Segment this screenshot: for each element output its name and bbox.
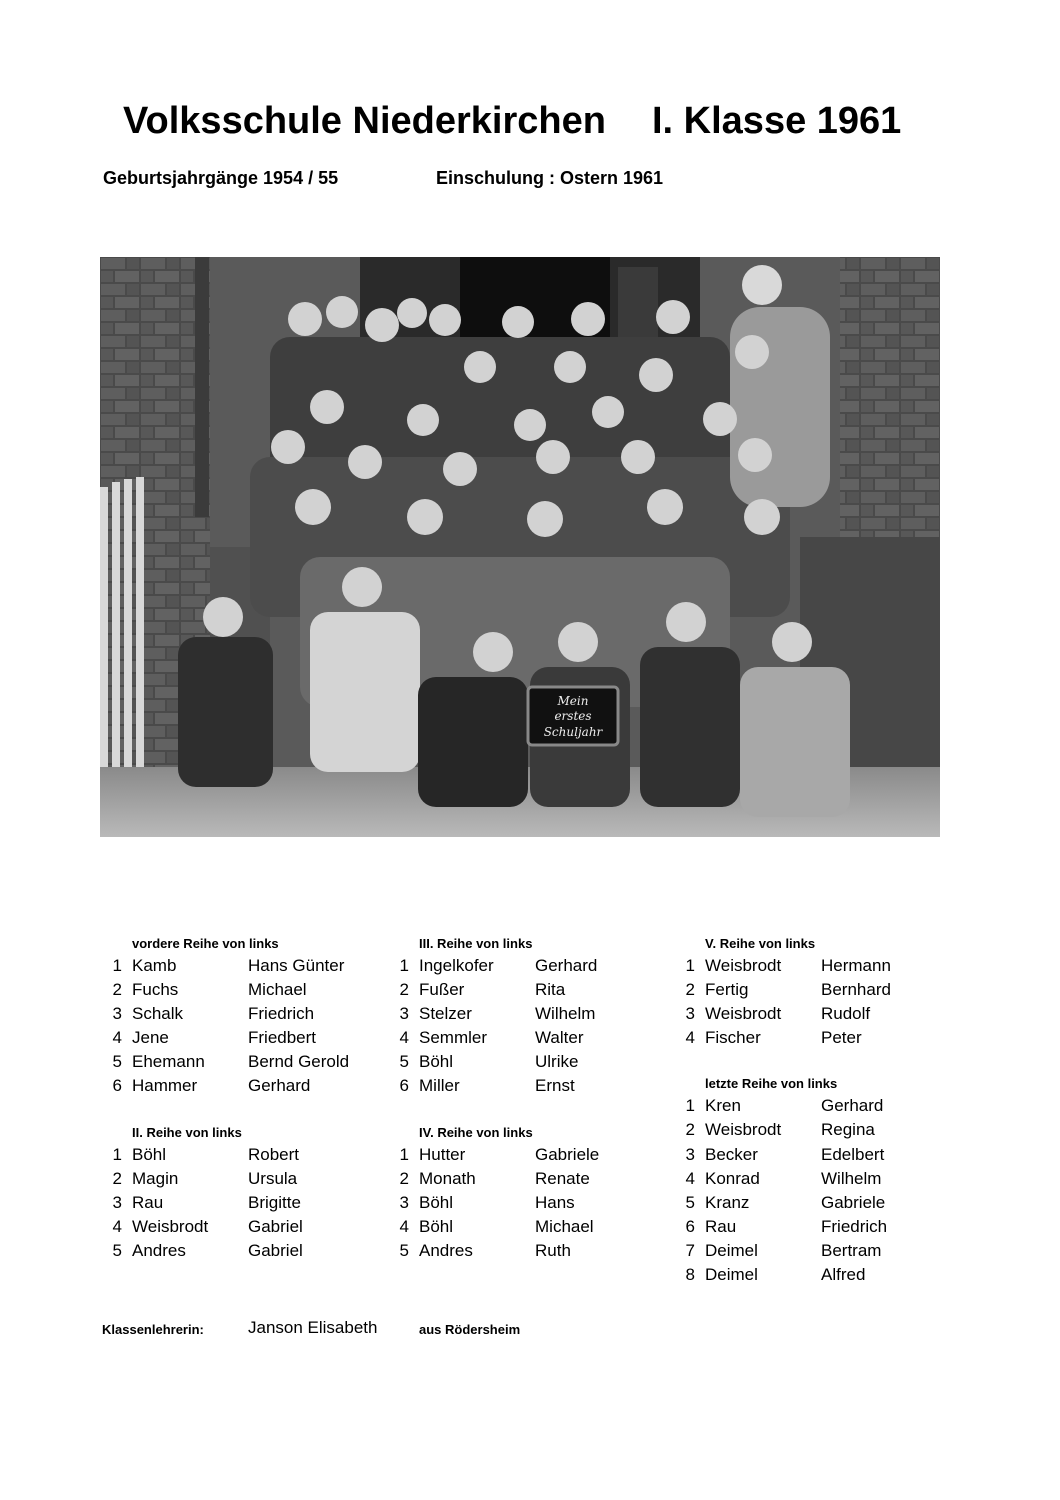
row-group-heading: IV. Reihe von links <box>419 1124 533 1140</box>
last-name: Rau <box>132 1192 164 1212</box>
row-number: 6 <box>112 1076 122 1096</box>
first-name: Gerhard <box>248 1076 311 1096</box>
row-number: 1 <box>399 956 409 975</box>
slate-line-1: Mein <box>557 694 589 708</box>
first-name: Walter <box>535 1028 584 1048</box>
first-name: Bertram <box>821 1240 882 1260</box>
teacher-label: Klassenlehrerin: <box>102 1322 204 1337</box>
school-title: Volksschule Niederkirchen <box>123 100 606 142</box>
first-name: Gerhard <box>821 1096 884 1116</box>
teacher-origin: aus Rödersheim <box>419 1322 521 1337</box>
row-number: 3 <box>399 1004 409 1024</box>
row-number: 8 <box>685 1265 695 1285</box>
name-row <box>100 1167 390 1191</box>
name-row <box>387 1143 677 1167</box>
last-name: Becker <box>705 1144 758 1164</box>
first-name: Hans <box>535 1192 575 1212</box>
slate-line-3: Schuljahr <box>543 725 603 739</box>
first-name: Edelbert <box>821 1144 885 1164</box>
last-name: Fischer <box>705 1028 761 1048</box>
name-row <box>100 1002 390 1026</box>
name-row <box>387 1239 677 1263</box>
name-row <box>387 1002 677 1026</box>
row-number: 4 <box>399 1216 409 1236</box>
first-name: Ruth <box>535 1240 571 1260</box>
row-number: 6 <box>685 1216 695 1236</box>
row-number: 2 <box>685 980 695 1000</box>
row-number: 1 <box>112 1144 122 1164</box>
name-group <box>387 934 677 1099</box>
first-name: Robert <box>248 1144 300 1164</box>
row-number: 3 <box>685 1144 695 1164</box>
row-number: 2 <box>399 1168 409 1188</box>
last-name: Rau <box>705 1216 737 1236</box>
first-name: Renate <box>535 1168 590 1188</box>
first-name: Ulrike <box>535 1052 579 1072</box>
name-row <box>387 978 677 1002</box>
first-name: Brigitte <box>248 1192 301 1212</box>
name-row <box>387 1074 677 1098</box>
birth-years: Geburtsjahrgänge 1954 / 55 <box>103 168 339 188</box>
slate-line-2: erstes <box>554 709 592 723</box>
last-name: Böhl <box>419 1216 454 1236</box>
name-group <box>387 1123 677 1263</box>
last-name: Böhl <box>419 1192 454 1212</box>
row-group-heading: vordere Reihe von links <box>132 936 279 951</box>
last-name: Jene <box>132 1028 169 1048</box>
name-row <box>100 1215 390 1239</box>
row-number: 2 <box>399 980 409 1000</box>
name-row <box>387 1050 677 1074</box>
row-number: 1 <box>399 1144 409 1164</box>
name-row <box>673 1143 963 1167</box>
first-name: Wilhelm <box>821 1168 882 1188</box>
name-row <box>673 1263 963 1287</box>
name-row <box>673 1094 963 1118</box>
class-title: I. Klasse 1961 <box>652 100 902 142</box>
name-row <box>673 1167 963 1191</box>
first-name: Gabriel <box>248 1216 303 1236</box>
row-number: 4 <box>685 1028 695 1048</box>
row-number: 1 <box>685 1096 695 1116</box>
row-group-heading: V. Reihe von links <box>705 936 816 951</box>
name-row <box>100 1026 390 1050</box>
last-name: Semmler <box>419 1028 488 1048</box>
last-name: Andres <box>132 1240 186 1260</box>
name-group <box>100 934 390 1099</box>
last-name: Deimel <box>705 1240 758 1260</box>
row-number: 5 <box>685 1192 695 1212</box>
row-number: 1 <box>112 956 122 975</box>
row-number: 5 <box>112 1052 122 1072</box>
first-name: Alfred <box>821 1265 866 1285</box>
first-name: Bernd Gerold <box>248 1052 350 1072</box>
last-name: Fußer <box>419 980 465 1000</box>
name-row <box>387 1026 677 1050</box>
name-row <box>673 1239 963 1263</box>
name-row <box>387 1167 677 1191</box>
name-row <box>673 954 963 978</box>
name-row <box>100 1239 390 1263</box>
first-name: Rita <box>535 980 566 1000</box>
name-row <box>673 1191 963 1215</box>
name-row <box>673 1002 963 1026</box>
last-name: Ehemann <box>132 1052 205 1072</box>
teacher-name: Janson Elisabeth <box>248 1318 378 1337</box>
name-group <box>100 1123 390 1263</box>
names-column-3 <box>673 934 963 1287</box>
last-name: Weisbrodt <box>705 1004 782 1024</box>
first-name: Rudolf <box>821 1004 871 1024</box>
class-photo <box>100 257 940 837</box>
last-name: Stelzer <box>419 1004 472 1024</box>
last-name: Miller <box>419 1076 460 1096</box>
first-name: Friedbert <box>248 1028 317 1048</box>
row-number: 3 <box>112 1004 122 1024</box>
last-name: Kranz <box>705 1192 750 1212</box>
row-number: 1 <box>685 956 695 975</box>
enrollment-date: Einschulung : Ostern 1961 <box>436 168 664 188</box>
first-name: Friedrich <box>821 1216 888 1236</box>
name-row <box>673 1118 963 1142</box>
first-name: Regina <box>821 1120 875 1140</box>
row-number: 4 <box>112 1216 122 1236</box>
row-number: 2 <box>112 980 122 1000</box>
row-number: 3 <box>112 1192 122 1212</box>
name-row <box>673 1026 963 1050</box>
name-row <box>387 1215 677 1239</box>
first-name: Gabriele <box>821 1192 886 1212</box>
first-name: Bernhard <box>821 980 891 1000</box>
last-name: Deimel <box>705 1265 758 1285</box>
last-name: Kren <box>705 1096 741 1116</box>
last-name: Weisbrodt <box>705 1120 782 1140</box>
row-number: 2 <box>685 1120 695 1140</box>
name-row <box>100 1191 390 1215</box>
row-number: 2 <box>112 1168 122 1188</box>
first-name: Michael <box>535 1216 594 1236</box>
last-name: Böhl <box>132 1144 167 1164</box>
row-number: 4 <box>685 1168 695 1188</box>
row-number: 6 <box>399 1076 409 1096</box>
names-column-2 <box>387 934 677 1263</box>
row-number: 7 <box>685 1240 695 1260</box>
row-number: 5 <box>399 1240 409 1260</box>
name-group <box>673 934 963 1050</box>
name-row <box>100 1143 390 1167</box>
first-name: Gabriele <box>535 1144 600 1164</box>
row-number: 5 <box>112 1240 122 1260</box>
last-name: Monath <box>419 1168 476 1188</box>
last-name: Schalk <box>132 1004 184 1024</box>
first-name: Wilhelm <box>535 1004 596 1024</box>
first-name: Ernst <box>535 1076 575 1096</box>
name-row <box>100 954 390 978</box>
name-row <box>100 1074 390 1098</box>
name-row <box>387 954 677 978</box>
first-name: Hermann <box>821 956 891 975</box>
first-name: Gerhard <box>535 956 598 975</box>
first-name: Friedrich <box>248 1004 315 1024</box>
first-name: Michael <box>248 980 307 1000</box>
row-group-heading: letzte Reihe von links <box>705 1076 838 1092</box>
name-group <box>673 1074 963 1287</box>
last-name: Böhl <box>419 1052 454 1072</box>
first-name: Hans Günter <box>248 956 345 975</box>
last-name: Konrad <box>705 1168 760 1188</box>
last-name: Hutter <box>419 1144 466 1164</box>
name-row <box>387 1191 677 1215</box>
last-name: Fertig <box>705 980 749 1000</box>
last-name: Weisbrodt <box>132 1216 209 1236</box>
first-name: Peter <box>821 1028 862 1048</box>
row-number: 4 <box>112 1028 122 1048</box>
last-name: Fuchs <box>132 980 179 1000</box>
name-row <box>673 1215 963 1239</box>
row-number: 5 <box>399 1052 409 1072</box>
row-group-heading: II. Reihe von links <box>132 1124 242 1140</box>
last-name: Magin <box>132 1168 179 1188</box>
row-group-heading: III. Reihe von links <box>419 936 533 951</box>
last-name: Ingelkofer <box>419 956 494 975</box>
first-name: Ursula <box>248 1168 298 1188</box>
last-name: Kamb <box>132 956 177 975</box>
last-name: Weisbrodt <box>705 956 782 975</box>
name-row <box>100 1050 390 1074</box>
first-name: Gabriel <box>248 1240 303 1260</box>
row-number: 3 <box>399 1192 409 1212</box>
name-row <box>100 978 390 1002</box>
row-number: 3 <box>685 1004 695 1024</box>
last-name: Andres <box>419 1240 473 1260</box>
row-number: 4 <box>399 1028 409 1048</box>
last-name: Hammer <box>132 1076 198 1096</box>
names-column-1 <box>100 934 390 1263</box>
name-row <box>673 978 963 1002</box>
